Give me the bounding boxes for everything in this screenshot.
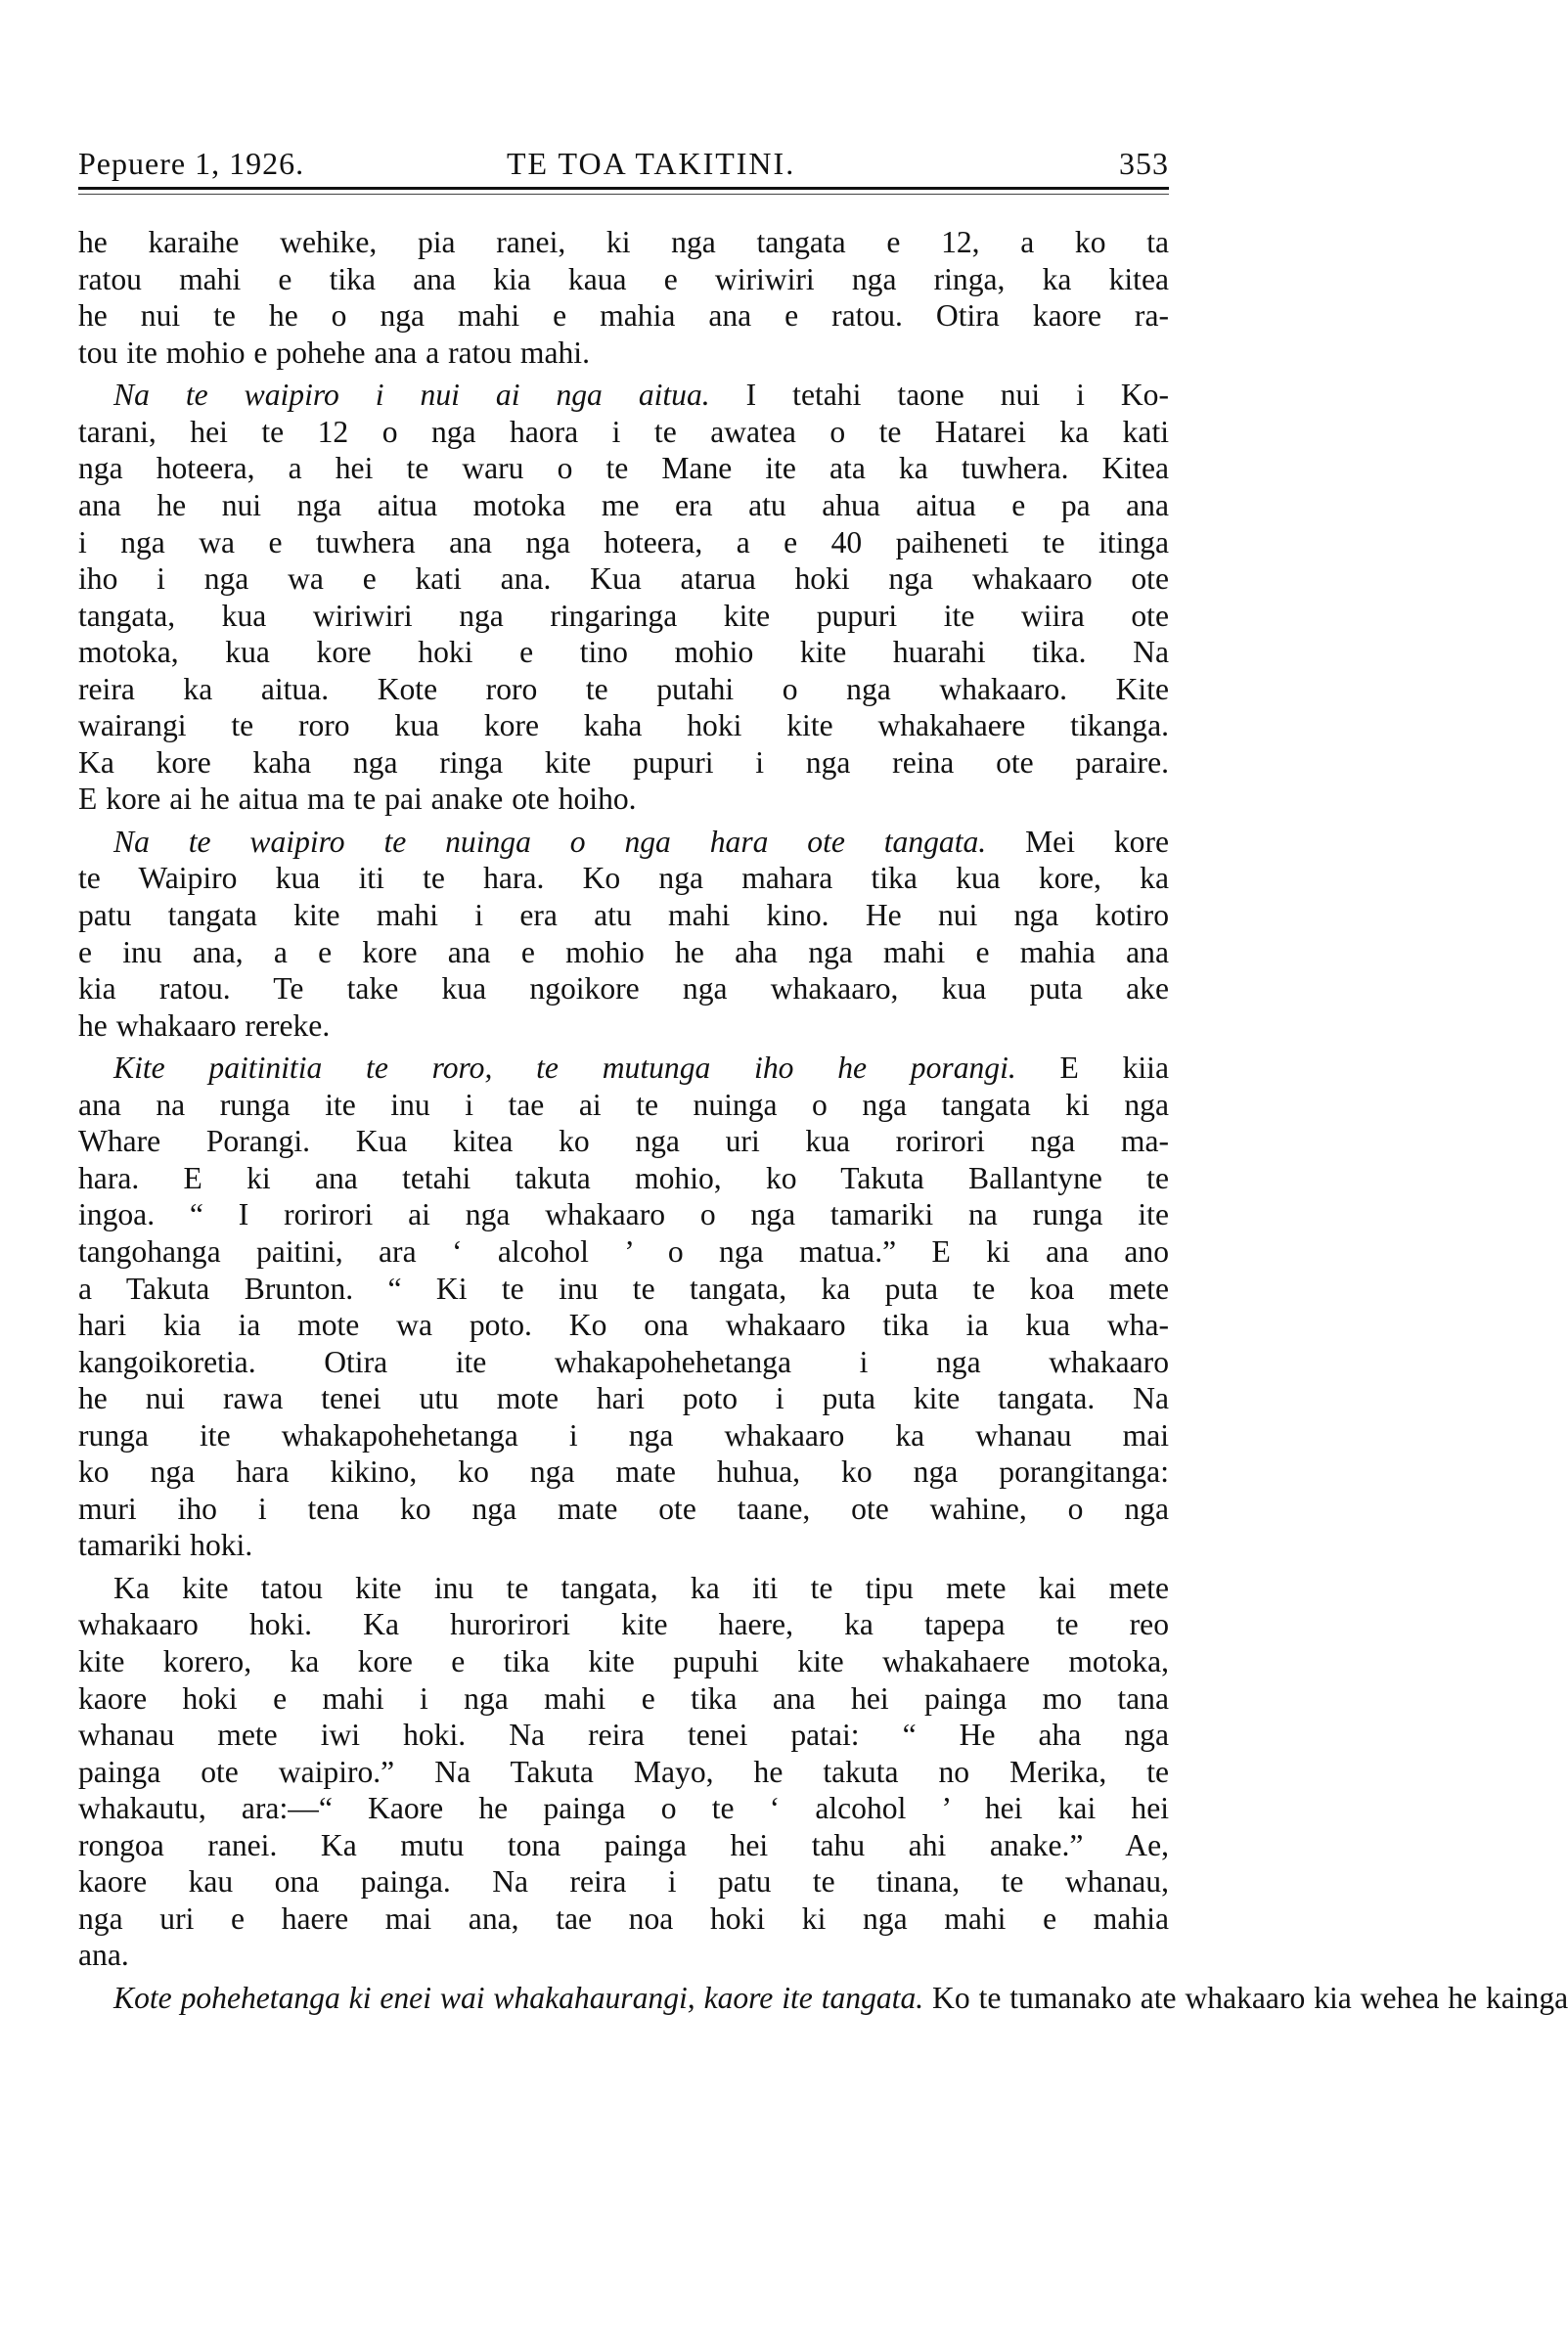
text-line [78,377,1169,414]
text-line [78,1050,1169,1087]
line-text: ko nga hara kikino, ko nga mate huhua, ko nga porangitanga: [78,1454,1169,1490]
text-line [78,1160,1169,1197]
line-text: he karaihe wehike, pia ranei, ki nga tangata e 12, a ko ta [78,225,1169,260]
text-line [78,1007,1169,1045]
line-text: kite korero, ka kore e tika kite pupuhi kite whakahaere motoka, [78,1643,1169,1678]
line-text: tarani, hei te 12 o nga haora i te awatea o te Hatarei ka kati [78,414,1169,449]
text-line [78,224,1169,261]
line-text: painga ote waipiro.” Na Takuta Mayo, he takuta no Merika, te [78,1754,1169,1789]
text-line [78,744,1169,782]
text-line [78,1087,1169,1124]
paragraph-lead-italic: Kite paitinitia te roro, te mutunga iho he porangi. [113,1051,1016,1086]
text-line [78,1344,1169,1381]
text-line [78,1937,1169,1974]
line-text: reira ka aitua. Kote roro te putahi o nga whakaaro. Kite [78,671,1169,706]
paragraph-lead-italic: Kote pohehetanga ki enei wai whakahaurangi, kaore ite tangata. [113,1980,924,2015]
text-line [78,598,1169,635]
line-text: Ko te tumanako ate whakaaro kia wehea he kainga [923,1980,1568,2015]
line-text: nga hoteera, a hei te waru o te Mane ite ata ka tuwhera. Kitea [78,451,1169,486]
line-text: whanau mete iwi hoki. Na reira tenei patai: “ He aha nga [78,1718,1169,1753]
article-paragraph [78,1570,1169,1974]
line-text: E kiia [1015,1051,1169,1086]
text-line [78,1454,1169,1491]
line-text: Whare Porangi. Kua kitea ko nga uri kua rorirori nga ma- [78,1124,1169,1159]
line-text: te Waipiro kua iti te hara. Ko nga mahara tika kua kore, ka [78,861,1169,896]
text-line [78,261,1169,298]
text-line [78,824,1169,861]
line-text: E kore ai he aitua ma te pai anake ote hoiho. [78,782,637,817]
text-line [78,1827,1169,1864]
text-line [78,335,1169,372]
text-line [78,634,1169,671]
line-text: he whakaaro rereke. [78,1007,331,1043]
text-line [78,781,1169,818]
line-text: ingoa. “ I rorirori ai nga whakaaro o nga tamariki na runga ite [78,1197,1169,1232]
article-paragraph [78,824,1169,1044]
text-line [78,1980,1568,2017]
text-line [78,1307,1169,1344]
line-text: i nga wa e tuwhera ana nga hoteera, a e 40 paiheneti te itinga [78,524,1169,559]
text-line [78,1570,1169,1607]
line-text: wairangi te roro kua kore kaha hoki kite whakahaere tikanga. [78,708,1169,743]
line-text: hara. E ki ana tetahi takuta mohio, ko Takuta Ballantyne te [78,1160,1169,1195]
line-text: iho i nga wa e kati ana. Kua atarua hoki nga whakaaro ote [78,561,1169,597]
issue-date: Pepuere 1, 1926. [78,146,305,181]
text-line [78,1901,1169,1938]
line-text: nga uri e haere mai ana, tae noa hoki ki nga mahi e mahia [78,1901,1169,1936]
text-line [78,450,1169,487]
line-text: Ka kite tatou kite inu te tangata, ka iti te tipu mete kai mete [113,1570,1169,1605]
publication-title: TE TOA TAKITINI. [507,146,796,181]
line-text: ana he nui nga aitua motoka me era atu ahua aitua e pa ana [78,488,1169,523]
text-line [78,297,1169,335]
text-line [78,1123,1169,1160]
text-line [78,897,1169,934]
text-line [78,1233,1169,1271]
line-text: ana. [78,1938,129,1973]
paragraph-lead-italic: Na te waipiro i nui ai nga aitua. [113,378,710,413]
line-text: tangata, kua wiriwiri nga ringaringa kite pupuri ite wiira ote [78,598,1169,633]
line-text: runga ite whakapohehetanga i nga whakaaro ka whanau mai [78,1417,1169,1453]
paragraph-lead-italic: Na te waipiro te nuinga o nga hara ote tangata. [113,824,987,859]
text-line [78,1527,1169,1564]
line-text: tou ite mohio e pohehe ana a ratou mahi. [78,335,590,370]
text-line [78,487,1169,524]
line-text: muri iho i tena ko nga mate ote taane, ote wahine, o nga [78,1491,1169,1526]
text-line [78,1680,1169,1718]
text-line [78,970,1169,1007]
line-text: ana na runga ite inu i tae ai te nuinga o nga tangata ki nga [78,1087,1169,1122]
page-number: 353 [1119,146,1169,181]
article-body [78,224,1568,2016]
text-line [78,1271,1169,1308]
text-line [78,560,1169,598]
line-text: Mei kore [986,824,1169,859]
line-text: Ka kore kaha nga ringa kite pupuri i nga reina ote paraire. [78,744,1169,780]
article-paragraph [78,224,1169,371]
text-line [78,1417,1169,1454]
line-text: whakautu, ara:—“ Kaore he painga o te ‘ alcohol ’ hei kai hei [78,1791,1169,1826]
line-text: I tetahi taone nui i Ko- [709,378,1170,413]
text-line [78,1380,1169,1417]
text-line [78,524,1169,561]
line-text: tamariki hoki. [78,1528,253,1563]
text-line [78,860,1169,897]
text-line [78,671,1169,708]
line-text: ratou mahi e tika ana kia kaua e wiriwiri nga ringa, ka kitea [78,261,1169,296]
line-text: e inu ana, a e kore ana e mohio he aha nga mahi e mahia ana [78,934,1169,969]
article-paragraph [78,1980,1568,2017]
line-text: rongoa ranei. Ka mutu tona painga hei tahu ahi anake.” Ae, [78,1827,1169,1862]
text-line [78,1643,1169,1680]
running-head [78,147,1169,181]
text-line [78,1863,1169,1901]
text-line [78,707,1169,744]
header-rule-heavy [78,187,1169,190]
text-line [78,934,1169,971]
line-text: kaore kau ona painga. Na reira i patu te tinana, te whanau, [78,1864,1169,1900]
text-line [78,1717,1169,1754]
line-text: whakaaro hoki. Ka hurorirori kite haere, ka tapepa te reo [78,1607,1169,1642]
line-text: motoka, kua kore hoki e tino mohio kite huarahi tika. Na [78,635,1169,670]
line-text: he nui te he o nga mahi e mahia ana e ratou. Otira kaore ra- [78,298,1169,334]
article-paragraph [78,1050,1169,1564]
line-text: kangoikoretia. Otira ite whakapohehetanga i nga whakaaro [78,1344,1169,1379]
line-text: a Takuta Brunton. “ Ki te inu te tangata, ka puta te koa mete [78,1271,1169,1306]
text-line [78,1196,1169,1233]
text-line [78,1491,1169,1528]
line-text: he nui rawa tenei utu mote hari poto i puta kite tangata. Na [78,1381,1169,1416]
line-text: kaore hoki e mahi i nga mahi e tika ana hei painga mo tana [78,1680,1169,1716]
article-paragraph [78,377,1169,818]
text-line [78,1754,1169,1791]
line-text: hari kia ia mote wa poto. Ko ona whakaaro tika ia kua wha- [78,1308,1169,1343]
line-text: kia ratou. Te take kua ngoikore nga whakaaro, kua puta ake [78,971,1169,1006]
text-line [78,1790,1169,1827]
text-line [78,1606,1169,1643]
text-line [78,414,1169,451]
line-text: patu tangata kite mahi i era atu mahi kino. He nui nga kotiro [78,898,1169,933]
line-text: tangohanga paitini, ara ‘ alcohol ’ o nga matua.” E ki ana ano [78,1233,1169,1269]
header-rule-light [78,194,1169,195]
